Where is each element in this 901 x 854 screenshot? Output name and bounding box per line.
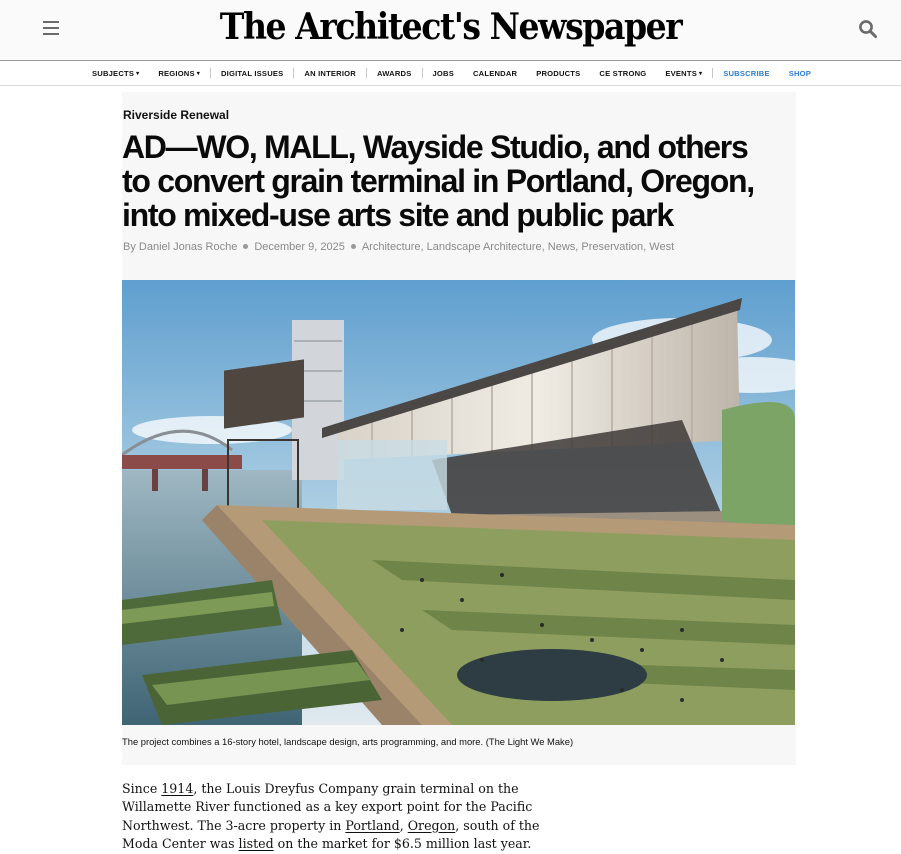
nav-divider — [422, 68, 423, 78]
category-link-preservation[interactable]: Preservation — [581, 241, 644, 253]
link-listed[interactable]: listed — [238, 836, 274, 852]
article-body-paragraph: Since 1914, the Louis Dreyfus Company grain terminal on the Willamette River functioned as a key export point for the Pacific Northwest. The 3-acre property in Portland, Oregon, south of the Moda Center was listed on the market for $6.5 million last year. — [122, 780, 540, 852]
category-link-news[interactable]: News — [547, 241, 576, 253]
nav-item-ce-strong[interactable]: CE STRONG — [599, 68, 647, 78]
nav-divider — [366, 68, 367, 78]
nav-item-subscribe[interactable]: SUBSCRIBE — [723, 68, 770, 78]
image-caption: The project combines a 16-story hotel, landscape design, arts programming, and more. (The Light We Make) — [122, 736, 574, 747]
nav-item-products[interactable]: PRODUCTS — [536, 68, 581, 78]
nav-divider — [293, 68, 294, 78]
nav-item-an-interior[interactable]: AN INTERIOR — [304, 68, 356, 78]
site-header — [0, 0, 901, 60]
link-portland[interactable]: Portland — [345, 817, 400, 833]
nav-item-digital-issues[interactable]: DIGITAL ISSUES — [220, 68, 284, 78]
nav-item-awards[interactable]: AWARDS — [376, 68, 412, 78]
hero-image[interactable] — [122, 280, 795, 725]
nav-item-events[interactable]: EVENTS ▾ — [665, 68, 703, 78]
article-title: AD—WO, MALL, Wayside Studio, and others to convert grain terminal in Portland, Oregon, into mixed-use arts site and public park — [122, 129, 754, 233]
chevron-down-icon: ▾ — [136, 70, 140, 77]
chevron-down-icon: ▾ — [698, 70, 703, 77]
author-link[interactable]: By Daniel Jonas Roche — [123, 241, 238, 253]
nav-item-jobs[interactable]: JOBS — [432, 68, 454, 78]
separator-dot — [243, 244, 248, 249]
category-link-landscape-architecture[interactable]: Landscape Architecture — [426, 241, 542, 253]
article-kicker[interactable]: Riverside Renewal — [123, 108, 230, 122]
nav-item-subjects[interactable]: SUBJECTS ▾ — [92, 68, 140, 78]
category-link-west[interactable]: West — [649, 241, 675, 253]
nav-item-regions[interactable]: REGIONS ▾ — [158, 68, 200, 78]
link-oregon[interactable]: Oregon — [407, 817, 456, 833]
link-1914[interactable]: 1914 — [161, 780, 194, 796]
nav-divider — [210, 68, 211, 78]
nav-divider — [712, 68, 713, 78]
nav-item-shop[interactable]: SHOP — [788, 68, 812, 78]
category-link-architecture[interactable]: Architecture — [361, 241, 421, 253]
search-icon[interactable] — [858, 19, 878, 39]
site-logo[interactable]: The Architect's Newspaper — [219, 6, 682, 48]
nav-item-calendar[interactable]: CALENDAR — [472, 68, 518, 78]
main-nav — [0, 60, 901, 86]
separator-dot — [351, 244, 356, 249]
article-byline: By Daniel Jonas Roche December 9, 2025 Architecture, Landscape Architecture, News, Preservation, West — [123, 241, 675, 253]
publish-date: December 9, 2025 — [254, 241, 345, 253]
chevron-down-icon: ▾ — [196, 70, 200, 77]
